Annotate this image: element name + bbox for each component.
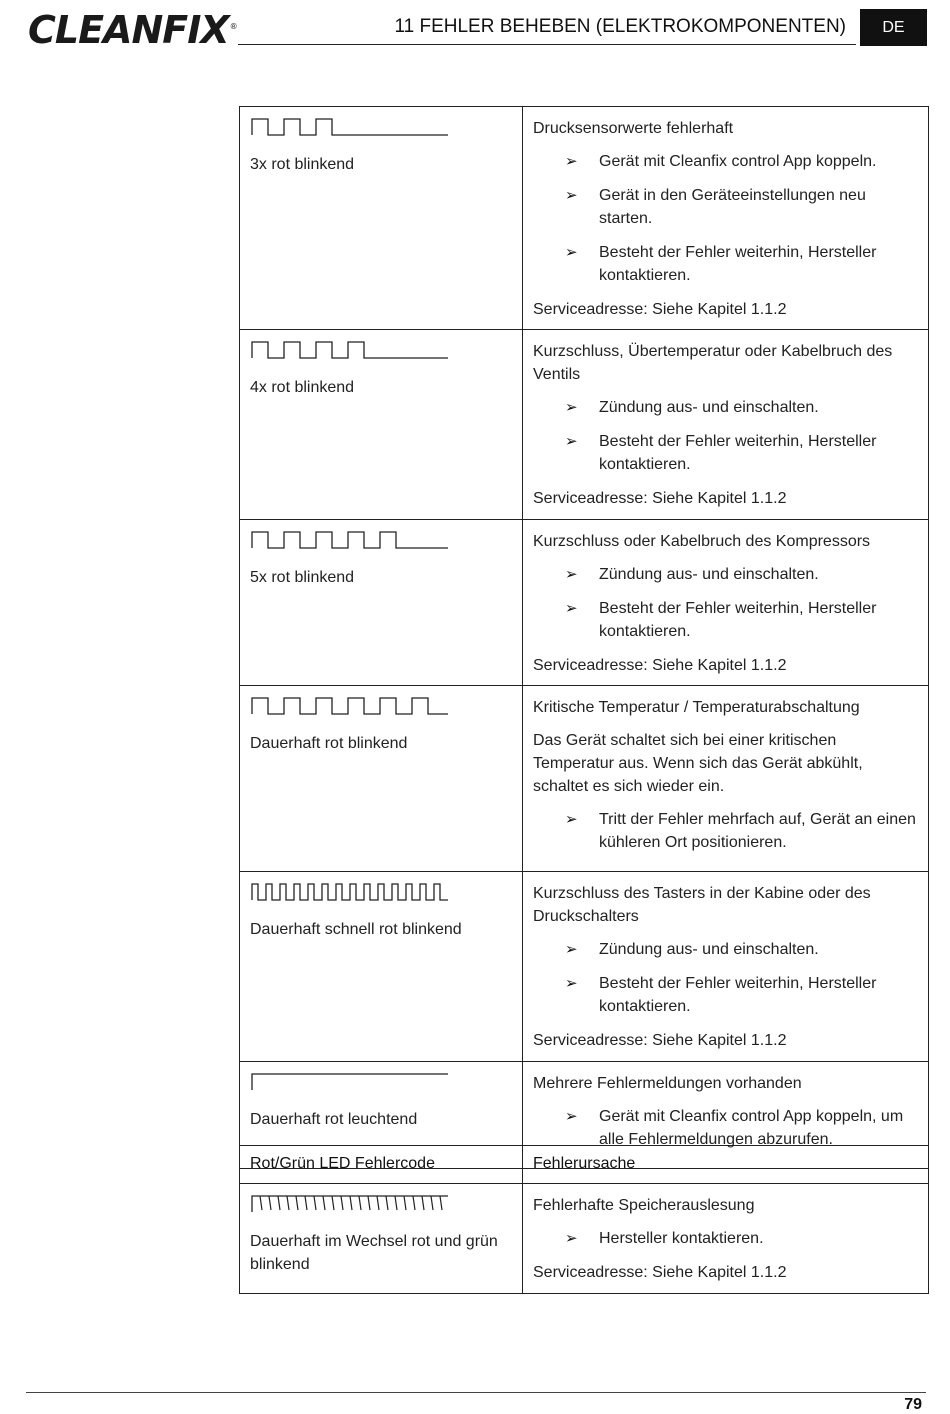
led-code-cell (240, 686, 523, 872)
led-code-label: 5x rot blinkend (250, 569, 355, 586)
service-address: Serviceadresse: Siehe Kapitel 1.1.2 (533, 1032, 787, 1049)
page-number: 79 (904, 1396, 922, 1413)
table-header-row (240, 1146, 929, 1184)
arrow-bullet-icon: ➢ (565, 399, 578, 416)
pulse-4-icon (250, 338, 450, 360)
service-address: Serviceadresse: Siehe Kapitel 1.1.2 (533, 301, 787, 318)
arrow-bullet-icon: ➢ (565, 941, 578, 958)
arrow-bullet-icon: ➢ (565, 1230, 578, 1247)
table-row (240, 872, 929, 1062)
service-address: Serviceadresse: Siehe Kapitel 1.1.2 (533, 1264, 787, 1281)
error-cause-cell (523, 686, 929, 872)
error-description: Das Gerät schaltet sich bei einer kritischen Temperatur aus. Wenn sich das Gerät abkühlt, schaltet es sich wieder ein. (533, 732, 863, 795)
error-cause: Mehrere Fehlermeldungen vorhanden (533, 1075, 802, 1092)
cleanfix-logo: CLEANFIX® (28, 8, 237, 52)
chapter-title: 11 FEHLER BEHEBEN (ELEKTROKOMPONENTEN) (394, 16, 846, 37)
error-cause-cell (523, 1184, 929, 1294)
error-code-table (239, 106, 929, 1169)
led-code-label: Dauerhaft rot blinkend (250, 735, 408, 752)
table-row (240, 107, 929, 330)
arrow-bullet-icon: ➢ (565, 433, 578, 450)
error-cause-cell (523, 330, 929, 520)
header-rule (238, 44, 856, 45)
step-item: ➢ Gerät in den Geräteeinstellungen neu starten. (533, 184, 918, 230)
service-address: Serviceadresse: Siehe Kapitel 1.1.2 (533, 657, 787, 674)
error-cause: Drucksensorwerte fehlerhaft (533, 120, 734, 137)
column-header-cause: Fehlerursache (523, 1146, 929, 1184)
led-code-cell (240, 520, 523, 686)
step-item: ➢ Zündung aus- und einschalten. (533, 563, 918, 586)
table-row (240, 520, 929, 686)
led-code-cell (240, 1184, 523, 1294)
step-item: ➢ Besteht der Fehler weiterhin, Hersteller kontaktieren. (533, 597, 918, 643)
led-code-label: Dauerhaft im Wechsel rot und grün blinkend (250, 1233, 498, 1273)
pulse-fast-icon (250, 880, 450, 902)
arrow-bullet-icon: ➢ (565, 153, 578, 170)
arrow-bullet-icon: ➢ (565, 975, 578, 992)
led-code-label: 3x rot blinkend (250, 156, 355, 173)
led-code-label: Dauerhaft schnell rot blinkend (250, 921, 462, 938)
error-cause: Kurzschluss, Übertemperatur oder Kabelbruch des Ventils (533, 343, 893, 383)
column-header-code: Rot/Grün LED Fehlercode (240, 1146, 523, 1184)
language-badge: DE (860, 9, 927, 46)
arrow-bullet-icon: ➢ (565, 187, 578, 204)
error-cause-cell (523, 872, 929, 1062)
led-code-cell (240, 330, 523, 520)
service-address: Serviceadresse: Siehe Kapitel 1.1.2 (533, 490, 787, 507)
steady-on-icon (250, 1070, 450, 1092)
pulse-5-icon (250, 528, 450, 550)
led-code-cell (240, 107, 523, 330)
arrow-bullet-icon: ➢ (565, 600, 578, 617)
step-item: ➢ Hersteller kontaktieren. (533, 1227, 918, 1250)
arrow-bullet-icon: ➢ (565, 244, 578, 261)
led-code-cell (240, 872, 523, 1062)
table-row (240, 1184, 929, 1294)
error-cause: Kurzschluss des Tasters in der Kabine oder des Druckschalters (533, 885, 871, 925)
step-item: ➢ Gerät mit Cleanfix control App koppeln, um alle Fehlermeldungen abzurufen. (533, 1105, 918, 1151)
error-cause-cell (523, 107, 929, 330)
step-item: ➢ Besteht der Fehler weiterhin, Hersteller kontaktieren. (533, 430, 918, 476)
error-cause-cell (523, 520, 929, 686)
error-cause: Kritische Temperatur / Temperaturabschaltung (533, 699, 860, 716)
table-row (240, 330, 929, 520)
led-code-label: 4x rot blinkend (250, 379, 355, 396)
alternating-pulse-icon (250, 1192, 450, 1214)
step-item: ➢ Besteht der Fehler weiterhin, Hersteller kontaktieren. (533, 241, 918, 287)
pulse-continuous-icon (250, 694, 450, 716)
error-cause: Kurzschluss oder Kabelbruch des Kompressors (533, 533, 871, 550)
step-item: ➢ Gerät mit Cleanfix control App koppeln. (533, 150, 918, 173)
pulse-3-icon (250, 115, 450, 137)
step-item: ➢ Besteht der Fehler weiterhin, Hersteller kontaktieren. (533, 972, 918, 1018)
arrow-bullet-icon: ➢ (565, 811, 578, 828)
step-item: ➢ Zündung aus- und einschalten. (533, 396, 918, 419)
red-green-code-table (239, 1145, 929, 1294)
led-code-label: Dauerhaft rot leuchtend (250, 1111, 418, 1128)
step-item: ➢ Tritt der Fehler mehrfach auf, Gerät an einen kühleren Ort positionieren. (533, 808, 918, 854)
arrow-bullet-icon: ➢ (565, 566, 578, 583)
error-cause: Fehlerhafte Speicherauslesung (533, 1197, 755, 1214)
footer-rule (26, 1392, 926, 1393)
table-row (240, 686, 929, 872)
arrow-bullet-icon: ➢ (565, 1108, 578, 1125)
step-item: ➢ Zündung aus- und einschalten. (533, 938, 918, 961)
